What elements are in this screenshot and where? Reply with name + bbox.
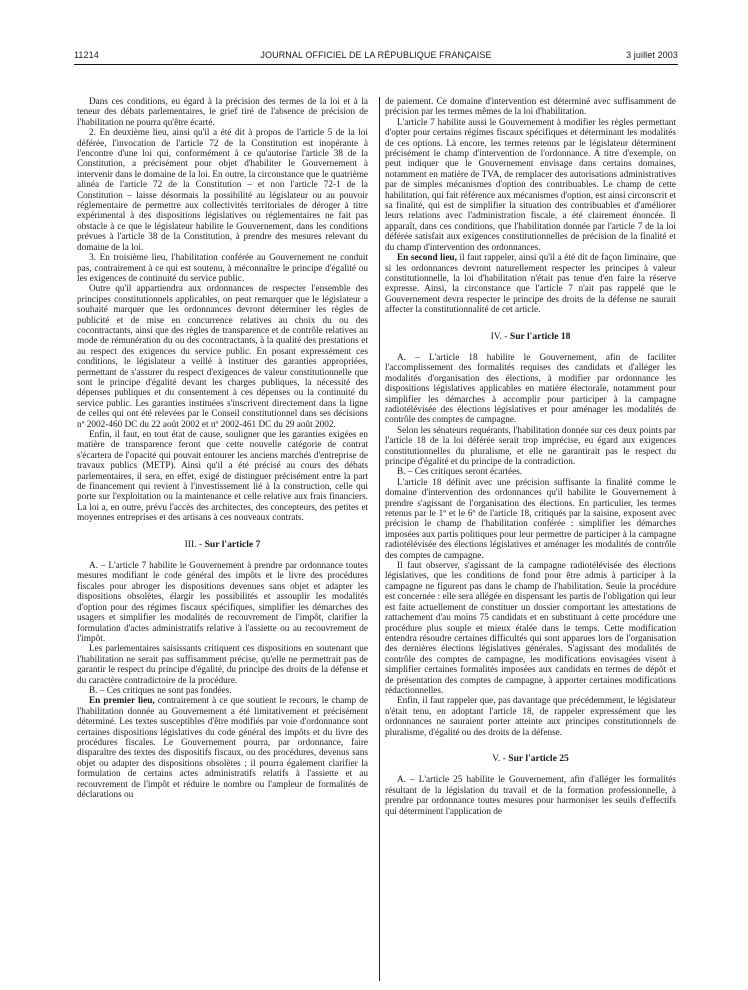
paragraph: Il faut observer, s'agissant de la campagne radiotélévisée des élections législatives, que les conditions de fond pour être admis à participer à la campagne ne figurent pas dans le champ de l'habilitation. Seule la procédure est concernée : elle sera allégée en dispensant les partis de l'obligation qui leur est faite actuellement de constituer un dossier comportant les attestations de rattachement d'au moins 75 candidats et en substituant à cette procédure une procédure plus souple et mieux étalée dans le temps. Cette modification entendra résoudre certaines difficultés qui sont apparues lors de l'organisation des dernières élections législatives générales. S'agissant des modalités de contrôle des comptes de campagne, les modifications envisagées visent à simplifier certaines formalités imposées aux candidats en termes de dépôt et de présentation des comptes de campagne, à apporter certaines modifications rédactionnelles. xyxy=(385,561,676,696)
section-title: Sur l'article 25 xyxy=(508,752,569,764)
section-heading-article-18: IV. - Sur l'article 18 xyxy=(490,330,571,342)
column-divider xyxy=(379,97,380,981)
section-number: V. xyxy=(492,752,501,764)
paragraph: 3. En troisième lieu, l'habilitation conférée au Gouvernement ne conduit pas, contrairement à ce qui est soutenu, à méconnaître le principe d'égalité ou les exigences de continuité du service public. xyxy=(77,253,368,284)
section-heading-article-7: III. - Sur l'article 7 xyxy=(184,538,261,550)
journal-title: JOURNAL OFFICIEL DE LA RÉPUBLIQUE FRANÇAISE xyxy=(260,50,492,60)
paragraph: L'article 7 habilite aussi le Gouvernement à modifier les règles permettant d'opter pour certains régimes fiscaux spécifiques et déterminant les modalités de ces options. Là encore, les termes retenus par le législateur déterminent précisément le champ d'intervention de l'ordonnance. A titre d'exemple, on peut indiquer que le Gouvernement envisage dans certains domaines, notamment en matière de TVA, de remplacer des autorisations administratives par de simples mécanismes d'option des contribuables. Le champ de cette habilitation, qui fait référence aux mécanismes d'option, est ainsi circonscrit et sa finalité, qui est de simplifier la situation des contribuables et d'améliorer leurs relations avec l'administration fiscale, a été clairement énoncée. Il apparaît, dans ces conditions, que l'habilitation donnée par l'article 7 de la loi déférée satisfait aux exigences constitutionnelles de précision de la finalité et du champ d'intervention des ordonnances. xyxy=(385,117,676,253)
running-header xyxy=(74,50,678,64)
paragraph-lead: En premier lieu, xyxy=(89,696,155,707)
paragraph: 2. En deuxième lieu, ainsi qu'il a été dit à propos de l'article 5 de la loi déférée, l'invocation de l'article 72 de la Constitution est inopérante à l'encontre d'une loi qui, conformément à ce qu'autorise l'article 38 de la Constitution, a précisément pour objet d'habiliter le Gouvernement à intervenir dans le domaine de la loi. En outre, la circonstance que le quatrième alinéa de l'article 72 de la Constitution – et non l'article 72-1 de la Constitution – laisse désormais la possibilité au législateur ou au pouvoir réglementaire de permettre aux collectivités territoriales de déroger à titre expérimental à des dispositions législatives ou réglementaires ne fait pas obstacle à ce que le législateur habilite le Gouvernement, dans les conditions prévues à l'article 38 de la Constitution, à prendre des mesures relevant du domaine de la loi. xyxy=(77,128,368,253)
paragraph: Selon les sénateurs requérants, l'habilitation donnée sur ces deux points par l'article 18 de la loi déférée serait trop imprécise, eu égard aux exigences constitutionnelles du pluralisme, et elle ne garantirait pas le respect du principe d'égalité et du principe de la contradiction. xyxy=(385,425,676,467)
paragraph: Dans ces conditions, eu égard à la précision des termes de la loi et à la teneur des débats parlementaires, le grief tiré de l'absence de précision de l'habilitation ne pourra qu'être écarté. xyxy=(77,97,368,128)
paragraph: Les parlementaires saisissants critiquent ces dispositions en soutenant que l'habilitation ne serait pas suffisamment précise, qu'elle ne permettrait pas de garantir le respect du principe d'égalité, du principe des droits de la défense et du caractère contradictoire de la procédure. xyxy=(77,644,368,686)
paragraph: Enfin, il faut, en tout état de cause, souligner que les garanties exigées en matière de transparence feront que cette nouvelle catégorie de contrat s'écartera de l'opacité qui pouvait entourer les anciens marchés d'entreprise de travaux publics (METP). Ainsi qu'il a été précisé au cours des débats parlementaires, il sera, en effet, exigé de distinguer précisément entre la part de financement qui revient à l'investissement lié à la construction, celle qui porte sur l'exploitation ou la maintenance et celle relative aux frais financiers. La loi a, en outre, prévu l'accès des architectes, des concepteurs, des petites et moyennes entreprises et des artisans à ces nouveaux contrats. xyxy=(77,430,368,524)
paragraph xyxy=(77,696,368,800)
paragraph: A. – L'article 18 habilite le Gouvernement, afin de faciliter l'accomplissement des formalités requises des candidats et d'alléger les modalités d'organisation des élections, à modifier par ordonnance les dispositions législatives applicables en matière électorale, notamment pour simplifier les démarches à accomplir pour participer à la campagne radiotélévisée des élections législatives et pour aménager les modalités de contrôle des comptes de campagne. xyxy=(385,352,676,426)
page-number: 11214 xyxy=(74,50,99,60)
paragraph: L'article 18 définit avec une précision suffisante la finalité comme le domaine d'intervention des ordonnances qu'il habilite le Gouvernement à prendre s'agissant de l'organisation des élections. En particulier, les termes retenus par le 1º et le 6º de l'article 18, critiqués par la saisine, exposent avec précision le champ de l'habilitation conférée : simplifier les démarches imposées aux partis politiques pour leur permettre de participer à la campagne radiotélévisée des élections législatives et aménager les modalités de contrôle des comptes de campagne. xyxy=(385,477,676,561)
paragraph: A. – L'article 7 habilite le Gouvernement à prendre par ordonnance toutes mesures modifiant le code général des impôts et le livre des procédures fiscales pour abroger les dispositions devenues sans objet et adapter les dispositions obsolètes, élargir les possibilités et assouplir les modalités d'option pour des régimes fiscaux spécifiques, simplifier les démarches des usagers et simplifier les modalités de recouvrement de l'impôt, clarifier la formulation d'actes administratifs relative à l'assiette ou au recouvrement de l'impôt. xyxy=(77,561,368,644)
paragraph-text: contrairement à ce que soutient le recours, le champ de l'habilitation donnée au Gouvernement a été limitativement et précisément déterminé. Les textes susceptibles d'être modifiés par voie d'ordonnance sont certaines dispositions législatives du code général des impôts et du livre des procédures fiscales. Le Gouvernement pourra, par ordonnance, faire disparaître des textes des dispositifs fiscaux, ou des procédures, devenus sans objet ou adapter des dispositions obsolètes ; il pourra également clarifier la formulation de certains actes administratifs relatifs à l'assiette et au recouvrement de l'impôt et réduire le nombre ou l'ampleur de formalités de déclarations ou xyxy=(77,696,368,800)
left-column xyxy=(77,97,368,800)
paragraph: B. – Ces critiques seront écartées. xyxy=(397,467,523,478)
paragraph: A. – L'article 25 habilite le Gouvernement, afin d'alléger les formalités résultant de la législation du travail et de la formation professionnelle, à prendre par ordonnance toutes mesures pour harmoniser les seuils d'effectifs qui déterminent l'application de xyxy=(385,775,676,817)
section-number: IV. xyxy=(490,330,502,342)
section-title: Sur l'article 7 xyxy=(204,538,261,550)
paragraph: B. – Ces critiques ne sont pas fondées. xyxy=(89,685,232,696)
section-number: III. xyxy=(184,538,197,550)
paragraph: Outre qu'il appartiendra aux ordonnances de respecter l'ensemble des principes constitutionnels applicables, on peut remarquer que le législateur a souhaité marquer que les ordonnances devront déterminer les règles de publicité et de mise en concurrence relatives au choix du ou des cocontractants, ainsi que des règles de transparence et de contrôle relatives au mode de rémunération du ou des cocontractants, à la qualité des prestations et au respect des exigences du service public. En posant expressément ces conditions, le législateur a veillé à instituer des garanties appropriées, permettant de s'assurer du respect d'exigences de valeur constitutionnelle que sont le principe d'égalité devant les charges publiques, la nécessité des dépenses publiques et du consentement à ces dépenses ou la continuité du service public. Les garanties instituées s'inscrivent directement dans la ligne de celles qui ont été relevées par le Conseil constitutionnel dans ses décisions nº 2002-460 DC du 22 août 2002 et nº 2002-461 DC du 29 août 2002. xyxy=(77,284,368,430)
paragraph: Enfin, il faut rappeler que, pas davantage que précédemment, le législateur n'était tenu, en adoptant l'article 18, de rappeler expressément que les ordonnances ne sauraient porter atteinte aux principes constitutionnels de pluralisme, d'égalité ou des droits de la défense. xyxy=(385,696,676,738)
paragraph: de paiement. Ce domaine d'intervention est déterminé avec suffisamment de précision par les termes mêmes de la loi d'habilitation. xyxy=(385,97,676,118)
section-title: Sur l'article 18 xyxy=(509,330,571,342)
paragraph-lead: En second lieu, xyxy=(397,253,457,264)
issue-date: 3 juillet 2003 xyxy=(626,50,678,60)
paragraph-text: il faut rappeler, ainsi qu'il a été dit de façon liminaire, que si les ordonnances devront naturellement respecter les principes à valeur constitutionnelle, la loi d'habilitation n'était pas tenue d'en faire la réserve expresse. Ainsi, la circonstance que l'article 7 n'ait pas rappelé que le Gouvernement devra respecter le principe des droits de la défense ne saurait affecter la constitutionnalité de cet article. xyxy=(385,253,676,316)
header-rule xyxy=(74,64,678,65)
right-column xyxy=(385,97,676,817)
paragraph xyxy=(385,253,676,315)
section-heading-article-25: V. - Sur l'article 25 xyxy=(492,752,569,764)
